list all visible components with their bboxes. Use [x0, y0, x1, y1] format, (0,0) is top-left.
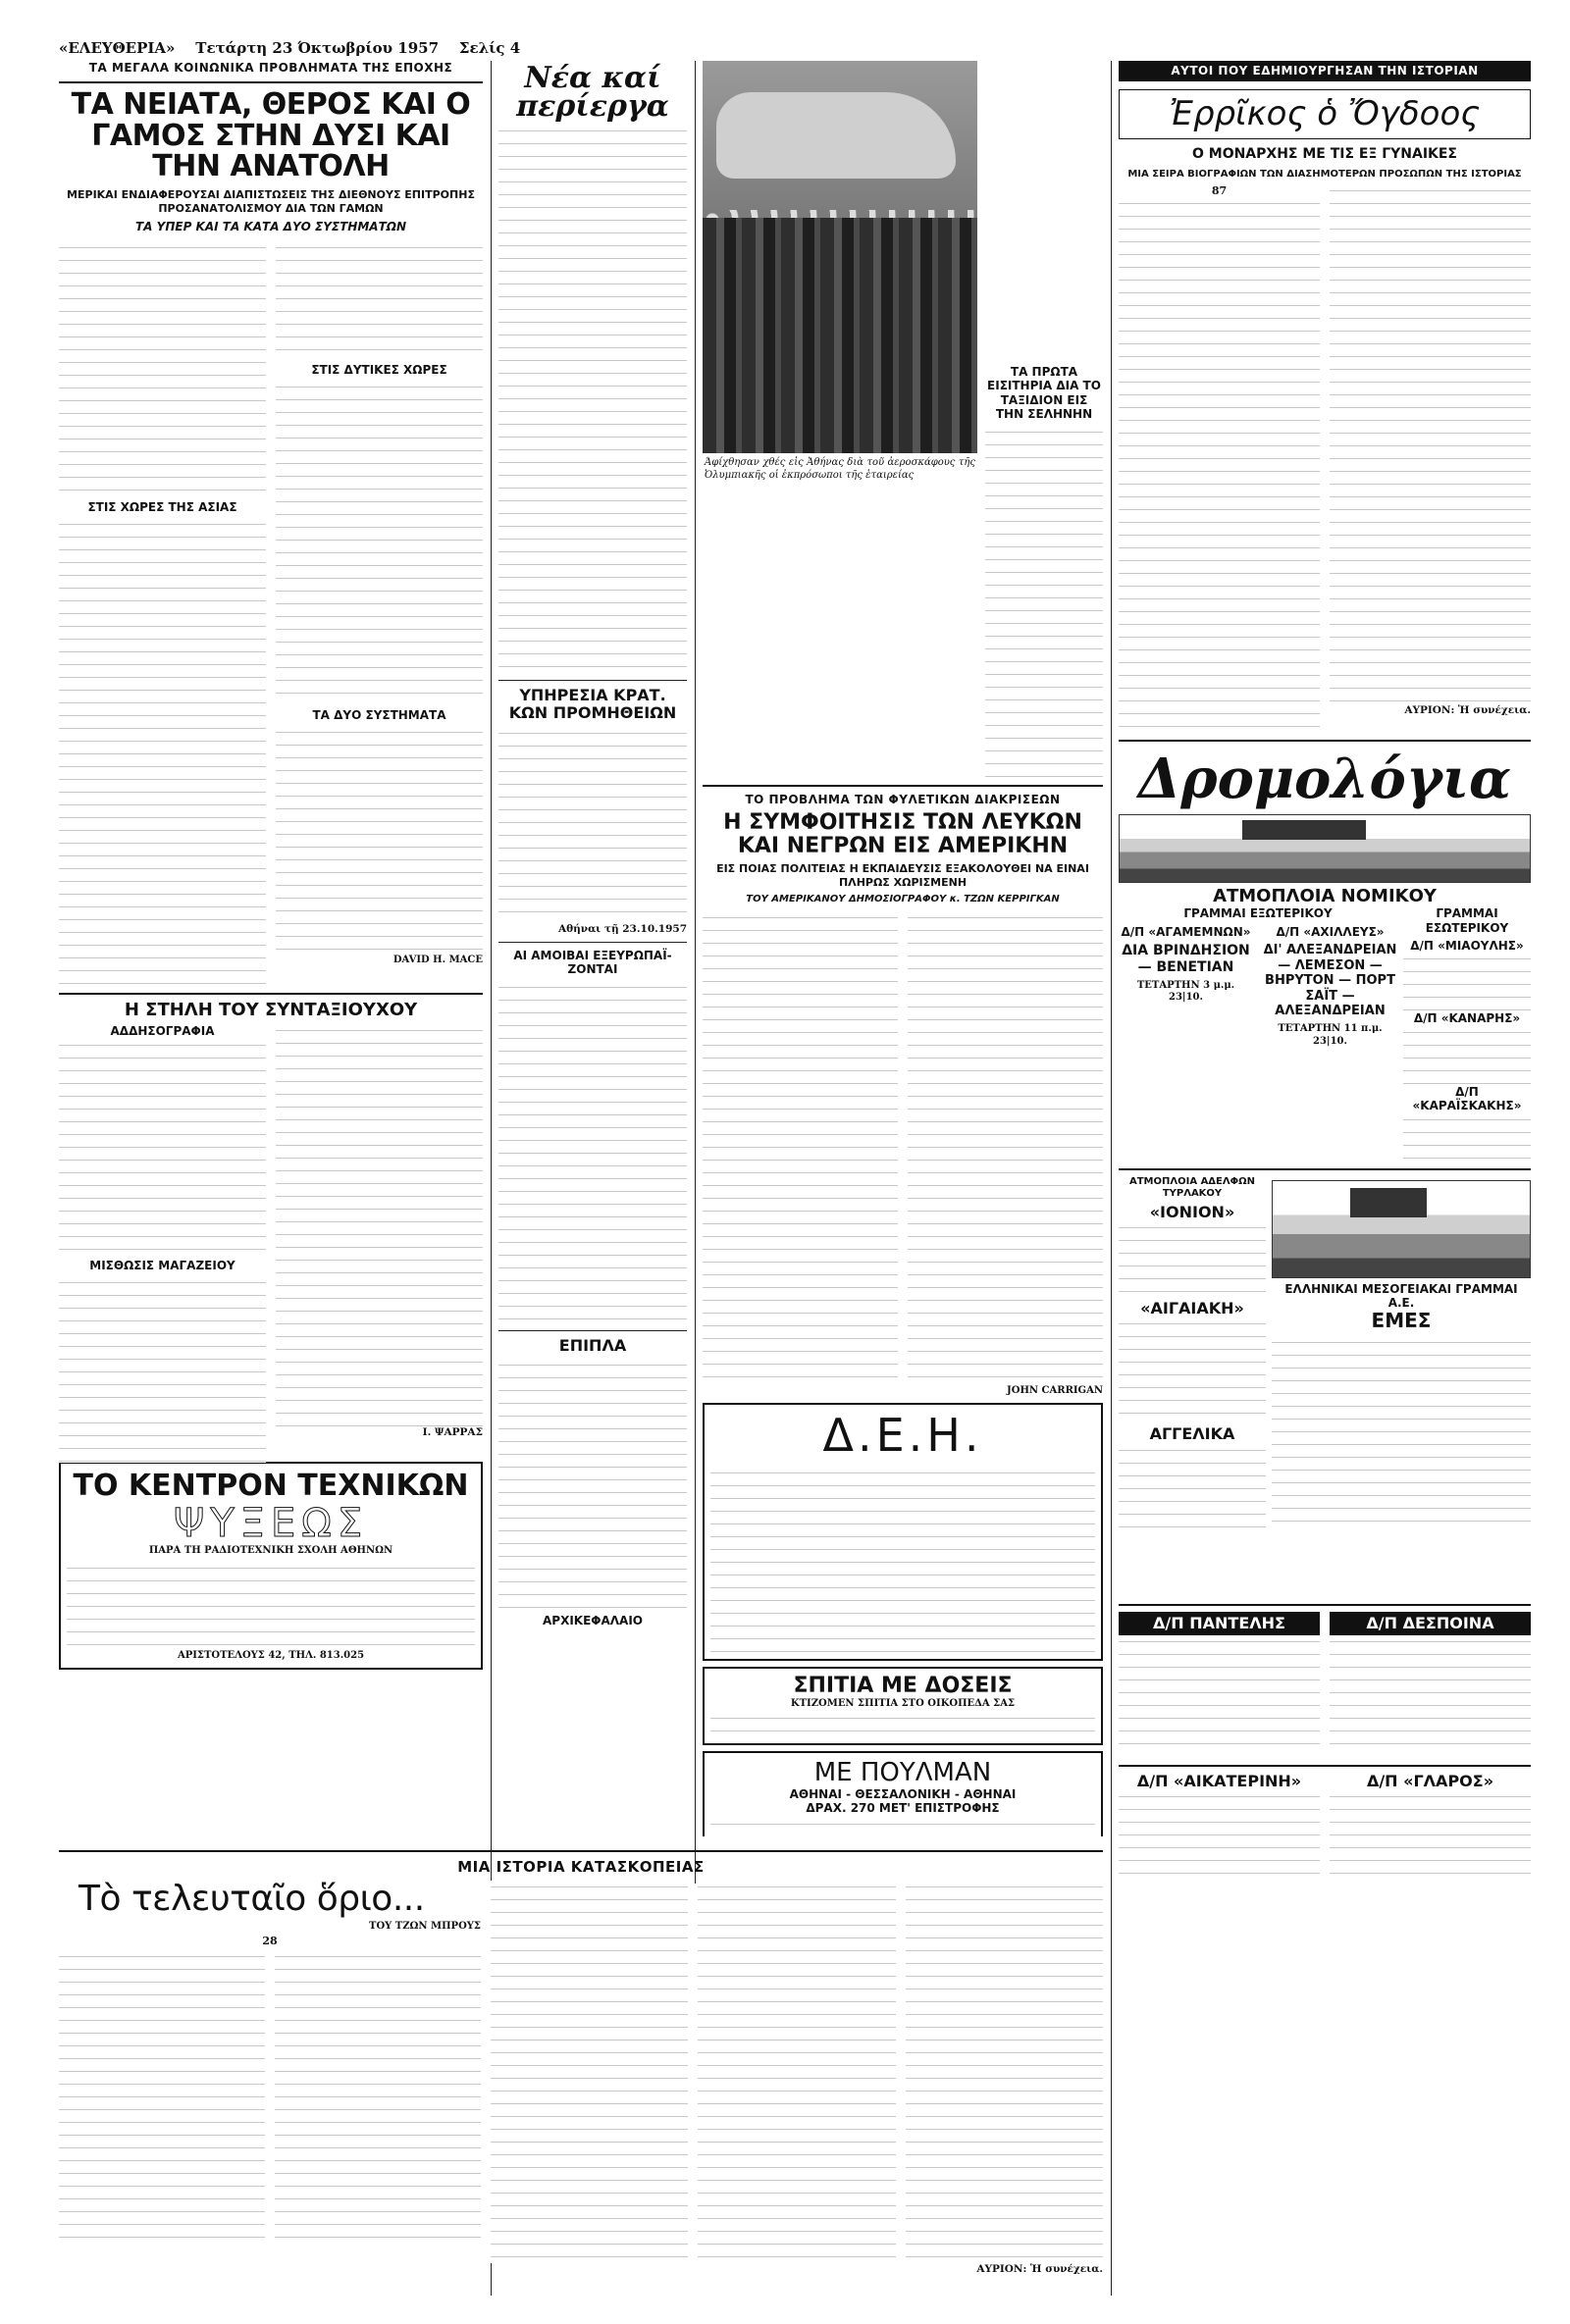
ship-route: ΔΙ' ΑΛΕΞΑΝΔΡΕΙΑΝ — ΛΕΜΕΣΟΝ — ΒΗΡΥΤΟΝ — ΠΟΡΤ ΣΑΪΤ — ΑΛΕΞΑΝΔΡΕΙΑΝ: [1263, 943, 1397, 1019]
text-block: [1119, 1790, 1320, 1879]
to-be-continued: ΑΥΡΙΟΝ: Ἡ συνέχεια.: [1404, 703, 1531, 716]
text-block: [710, 1712, 1095, 1737]
ship-illustration: [1272, 1180, 1531, 1278]
text-block: [1272, 1336, 1531, 1532]
ad-price: ΔΡΑΧ. 270 ΜΕΤ' ΕΠΙΣΤΡΟΦΗΣ: [806, 1801, 1000, 1816]
text-block: [59, 241, 266, 496]
byline: DAVID H. MACE: [392, 955, 483, 966]
signature: Αθήναι τῇ 23.10.1957: [558, 922, 687, 935]
byline: JOHN CARRIGAN: [1007, 1384, 1103, 1396]
text-block: [1403, 953, 1531, 1011]
text-block: [59, 1276, 266, 1463]
text-block: [1403, 1113, 1531, 1162]
article-kicker: ΤΟ ΠΡΟΒΛΗΜΑ ΤΩΝ ΦΥΛΕΤΙΚΩΝ ΔΙΑΚΡΙΣΕΩΝ: [745, 792, 1061, 806]
article-byline-top: ΤΟΥ ΑΜΕΡΙΚΑΝΟΥ ΔΗΜΟΣΙΟΓΡΑΦΟΥ κ. ΤΖΩΝ ΚΕΡΡΙΓΚΑΝ: [746, 893, 1060, 904]
ad-title: ΜΕ ΠΟΥΛΜΑΝ: [813, 1758, 992, 1788]
ad-title: ΑΤΜΟΠΛΟΙΑ ΝΟΜΙΚΟΥ: [1213, 885, 1437, 906]
ad-route: ΑΘΗΝΑΙ - ΘΕΣΣΑΛΟΝΙΚΗ - ΑΘΗΝΑΙ: [789, 1786, 1017, 1801]
section-head: ΤΑ ΠΡΩΤΑ ΕΙΣΙΤΗΡΙΑ ΔΙΑ ΤΟ ΤΑΞΙΔΙΟΝ ΕΙΣ ΤΗΝ ΣΕΛΗΝΗΝ: [987, 365, 1101, 422]
ad-abbr: ΕΜΕΣ: [1371, 1309, 1432, 1333]
signature: Ι. ΨΑΡΡΑΣ: [422, 1426, 483, 1439]
text-block: [59, 518, 266, 989]
text-block: [1403, 1026, 1531, 1085]
byline: ΤΟΥ ΤΖΩΝ ΜΠΡΟΥΣ: [369, 1920, 481, 1932]
ad-title: Δ.Ε.Η.: [822, 1409, 983, 1463]
ship-name: Δ/Π «ΑΙΚΑΤΕΡΙΝΗ»: [1136, 1771, 1302, 1790]
ad-spitia: [703, 1667, 1103, 1746]
article-subdeck: ΤΑ ΥΠΕΡ ΚΑΙ ΤΑ ΚΑΤΑ ΔΥΟ ΣΥΣΤΗΜΑΤΩΝ: [135, 220, 406, 234]
text-block: [276, 726, 483, 952]
article-deck: Ο ΜΟΝΑΡΧΗΣ ΜΕ ΤΙΣ ΕΞ ΓΥΝΑΙΚΕΣ: [1191, 146, 1457, 163]
section-body: [59, 1024, 483, 1456]
text-block: [59, 1039, 266, 1255]
ad-sub: ΚΤΙΖΟΜΕΝ ΣΠΙΤΙΑ ΣΤΟ ΟΙΚΟΠΕΔΑ ΣΑΣ: [790, 1697, 1016, 1709]
ship-name: «ΑΙΓΑΙΑΚΗ»: [1140, 1299, 1244, 1317]
text-block: [1330, 1635, 1531, 1753]
text-block: [498, 125, 687, 674]
subhead: ΤΑ ΔΥΟ ΣΥΣΤΗΜΑΤΑ: [312, 708, 446, 723]
article-subdeck: ΜΙΑ ΣΕΙΡΑ ΒΙΟΓΡΑΦΙΩΝ ΤΩΝ ΔΙΑΣΗΜΟΤΕΡΩΝ ΠΡΟΣΩΠΩΝ ΤΗΣ ΙΣΤΟΡΙΑΣ: [1127, 168, 1522, 180]
ad-title-outline: ΨΥΞΕΩΣ: [173, 1501, 369, 1547]
masthead: [59, 39, 648, 58]
section-title: Δρομολόγια: [1137, 746, 1512, 811]
ad-shipping-lower: [1119, 1176, 1531, 1598]
text-block: [276, 381, 483, 704]
article-body: [703, 911, 1103, 1382]
ad-sub: ΓΡΑΜΜΑΙ ΕΞΩΤΕΡΙΚΟΥ: [1183, 906, 1333, 921]
text-block: [1119, 1221, 1266, 1300]
ad-ferries: [1119, 1612, 1531, 1759]
section-head: ΕΠΙΠΛΑ: [558, 1335, 627, 1355]
text-block: [1119, 1444, 1266, 1532]
text-block: [498, 727, 687, 923]
section-title: Νέα καί περίεργα: [516, 61, 669, 124]
page-number: Σελίς 4: [458, 39, 521, 57]
ship-illustration: [1119, 814, 1531, 883]
subhead: ΜΙΣΘΩΣΙΣ ΜΑΓΑΖΕΙΟΥ: [89, 1258, 236, 1272]
photo-caption: Άφίχθησαν χθές εἰς Ἀθήνας διὰ τοῦ ἀεροσκάφους τῆς Ὀλυμπιακῆς οἱ ἐκπρόσωποι τῆς ἑταιρείας: [705, 457, 975, 481]
article-kicker: ΜΙΑ ΙΣΤΟΡΙΑ ΚΑΤΑΣΚΟΠΕΙΑΣ: [457, 1858, 705, 1876]
text-block: [710, 1818, 1095, 1836]
text-block: [276, 1024, 483, 1426]
newspaper-page: [59, 39, 1531, 2296]
ship-name: Δ/Π ΔΕΣΠΟΙΝΑ: [1330, 1612, 1531, 1635]
section-head: ΑΙ ΑΜΟΙΒΑΙ ΕΞΕΥΡΩΠΑΪ-ΖΟΝΤΑΙ: [513, 948, 672, 977]
text-block: [498, 981, 687, 1324]
column-rule: [1111, 61, 1112, 2296]
ship-time: ΤΕΤΑΡΤΗΝ 11 π.μ. 23|10.: [1278, 1023, 1383, 1047]
subhead: ΣΤΙΣ ΧΩΡΕΣ ΤΗΣ ΑΣΙΑΣ: [87, 499, 237, 514]
article-deck: ΜΕΡΙΚΑΙ ΕΝΔΙΑΦΕΡΟΥΣΑΙ ΔΙΑΠΙΣΤΩΣΕΙΣ ΤΗΣ ΔΙΕΘΝΟΥΣ ΕΠΙΤΡΟΠΗΣ ΠΡΟΣΑΝΑΤΟΛΙΣΜΟΥ ΔΙΑ ΤΩΝ ΓΑΜΩΝ: [67, 187, 475, 215]
ad-psyxeos: [59, 1462, 483, 1670]
text-block: [276, 241, 483, 359]
ad-address: ΑΡΙΣΤΟΤΕΛΟΥΣ 42, ΤΗΛ. 813.025: [177, 1649, 365, 1661]
ship-name: Δ/Π «ΚΑΡΑΪΣΚΑΚΗΣ»: [1412, 1084, 1522, 1113]
text-block: [710, 1467, 1095, 1653]
subhead: ΑΔΔΗΣΟΓΡΑΦΙΑ: [110, 1024, 215, 1039]
article-headline: Ἐρρῖκος ὁ Ὄγδοος: [1119, 89, 1531, 139]
ad-sub: ΠΑΡΑ ΤΗ ΡΑΔΙΟΤΕΧΝΙΚΗ ΣΧΟΛΗ ΑΘΗΝΩΝ: [148, 1545, 393, 1557]
ad-sub: ΓΡΑΜΜΑΙ ΕΣΩΤΕΡΙΚΟΥ: [1425, 906, 1509, 935]
ship-name: Δ/Π «ΜΙΑΟΥΛΗΣ»: [1410, 939, 1524, 954]
issue-date: Τετάρτη 23 Όκτωβρίου 1957: [195, 39, 440, 57]
column-4: [1119, 61, 1531, 2296]
section-head: ΥΠΗΡΕΣΙΑ ΚΡΑΤ. ΚΩΝ ΠΡΟΜΗΘΕΙΩΝ: [508, 686, 677, 723]
text-block: [1119, 1635, 1320, 1753]
article-deck: ΕΙΣ ΠΟΙΑΣ ΠΟΛΙΤΕΙΑΣ Η ΕΚΠΑΙΔΕΥΣΙΣ ΕΞΑΚΟΛΟΥΘΕΙ ΝΑ ΕΙΝΑΙ ΠΛΗΡΩΣ ΧΩΡΙΣΜΕΝΗ: [716, 861, 1089, 890]
article-body: [59, 241, 483, 987]
ad-title: ΑΤΜΟΠΛΟΙΑ ΑΔΕΛΦΩΝ ΤΥΡΛΑΚΟΥ: [1129, 1175, 1255, 1199]
ship-name: Δ/Π ΠΑΝΤΕΛΗΣ: [1119, 1612, 1320, 1635]
ad-deh: [703, 1403, 1103, 1661]
column-2: [498, 61, 687, 1836]
text-block: [1119, 1317, 1266, 1425]
ship-route: ΔΙΑ ΒΡΙΝΔΗΣΙΟΝ — ΒΕΝΕΤΙΑΝ: [1122, 943, 1250, 975]
ad-ferries-2: [1119, 1773, 1531, 1890]
ship-name: Δ/Π «ΓΛΑΡΟΣ»: [1366, 1771, 1494, 1790]
text-block: [985, 426, 1103, 779]
text-block: [1330, 1790, 1531, 1879]
article-headline: ΤΑ ΝΕΙΑΤΑ, ΘΕΡΟΣ ΚΑΙ Ο ΓΑΜΟΣ ΣΤΗΝ ΔΥΣΙ ΚΑΙ ΤΗΝ ΑΝΑΤΟΛΗ: [71, 87, 471, 183]
to-be-continued: ΑΥΡΙΟΝ: Ἡ συνέχεια.: [976, 2262, 1103, 2275]
ad-title: ΣΠΙΤΙΑ ΜΕ ΔΟΣΕΙΣ: [793, 1673, 1013, 1698]
section-head: Η ΣΤΗΛΗ ΤΟΥ ΣΥΝΤΑΞΙΟΥΧΟΥ: [124, 999, 418, 1020]
article-kicker: ΤΑ ΜΕΓΑΛΑ ΚΟΙΝΩΝΙΚΑ ΠΡΟΒΛΗΜΑΤΑ ΤΗΣ ΕΠΟΧΗΣ: [88, 61, 453, 75]
article-headline: Τὸ τελευταῖο ὅριο...: [78, 1878, 425, 1919]
text-block: [1330, 184, 1531, 704]
ship-name: Δ/Π «ΑΧΙΛΛΕΥΣ»: [1276, 924, 1385, 939]
ad-title: ΕΛΛΗΝΙΚΑΙ ΜΕΣΟΓΕΙΑΚΑΙ ΓΡΑΜΜΑΙ Α.Ε.: [1284, 1281, 1518, 1310]
article-kicker: ΑΥΤΟΙ ΠΟΥ ΕΔΗΜΙΟΥΡΓΗΣΑΝ ΤΗΝ ΙΣΤΟΡΙΑΝ: [1119, 61, 1531, 81]
ad-nomikou: [1119, 906, 1531, 1162]
episode-number: 87: [1211, 183, 1228, 197]
article-headline: Η ΣΥΜΦΟΙΤΗΣΙΣ ΤΩΝ ΛΕΥΚΩΝ ΚΑΙ ΝΕΓΡΩΝ ΕΙΣ ΑΜΕΡΙΚΗΝ: [723, 809, 1082, 858]
column-3: [703, 61, 1103, 1836]
ad-title: ΤΟ ΚΕΝΤΡΟΝ ΤΕΧΝΙΚΩΝ: [73, 1469, 469, 1504]
subhead: ΣΤΙΣ ΔΥΤΙΚΕΣ ΧΩΡΕΣ: [311, 362, 447, 377]
text-block: [67, 1562, 475, 1650]
ship-name: Δ/Π «ΑΓΑΜΕΜΝΩΝ»: [1121, 924, 1251, 939]
ship-name: «ΙΟΝΙΟΝ»: [1149, 1202, 1235, 1221]
ship-time: ΤΕΤΑΡΤΗΝ 3 μ.μ. 23|10.: [1136, 979, 1235, 1004]
section-head: ΑΓΓΕΛΙΚΑ: [1149, 1424, 1235, 1444]
news-photo: [703, 61, 977, 453]
paper-name: «ΕΛΕΥΘΕΡΙΑ»: [59, 39, 176, 57]
column-1: [59, 61, 483, 1836]
article-body: [1119, 184, 1531, 734]
column-rule: [695, 61, 696, 1884]
episode-number: 28: [262, 1935, 278, 1948]
ad-poulman: [703, 1751, 1103, 1836]
text-block: [498, 1359, 687, 1614]
text-block: [1119, 197, 1320, 727]
spy-story: [59, 1844, 1103, 2286]
section-head: ΑΡΧΙΚΕΦΑΛΑΙΟ: [542, 1614, 644, 1628]
ship-name: Δ/Π «ΚΑΝΑΡΗΣ»: [1413, 1011, 1521, 1026]
